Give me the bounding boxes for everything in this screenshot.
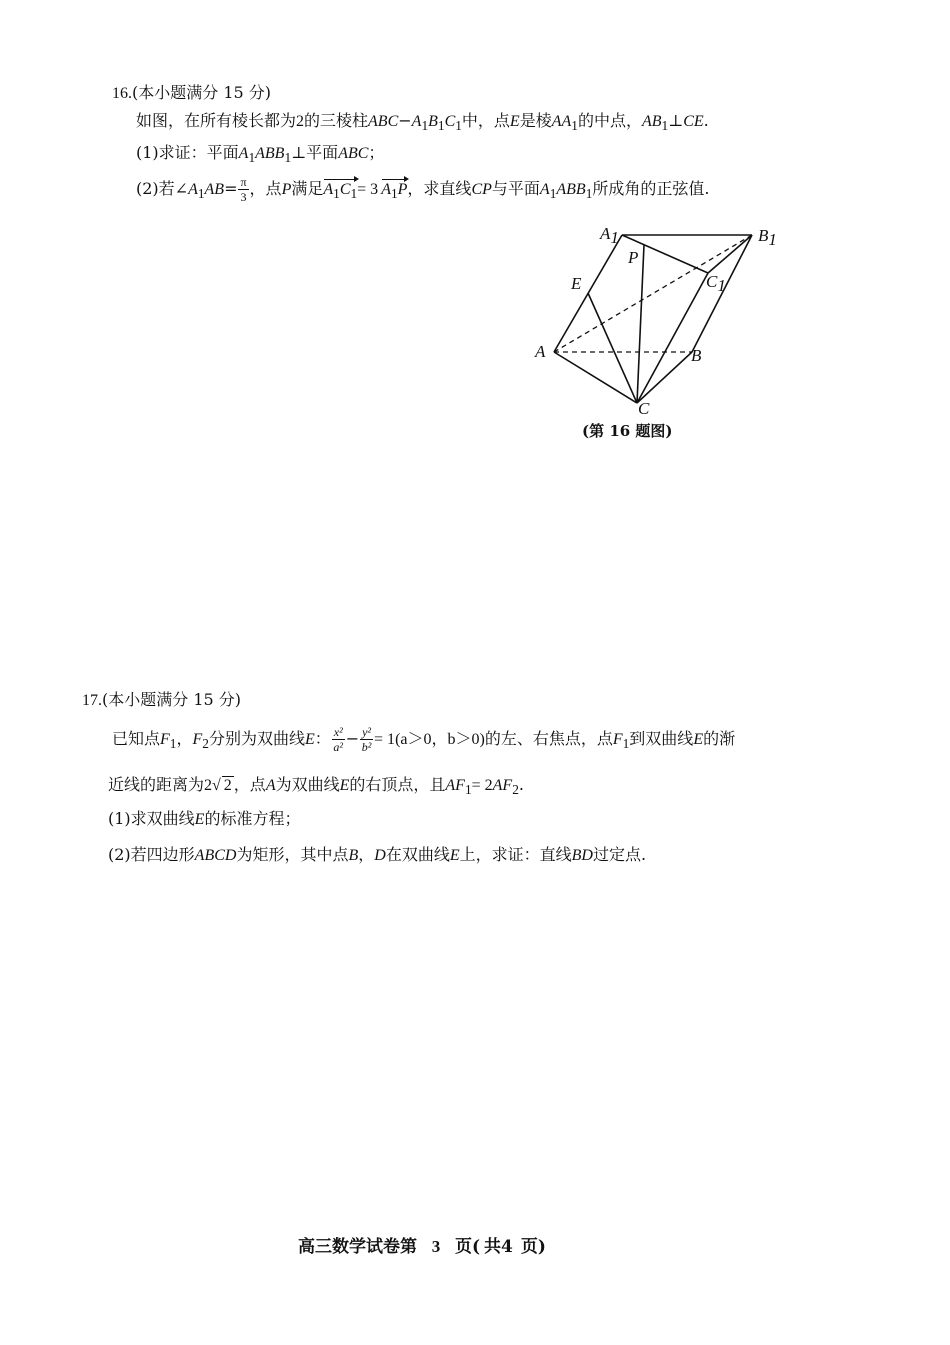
q16-part2 — [136, 176, 709, 203]
q16-math-sub: 1 — [455, 118, 462, 134]
q17-stem-text: ， — [176, 729, 193, 748]
q16-part2-text: ，求直线 — [407, 179, 472, 198]
q17-math: D — [374, 847, 386, 864]
q16-math: CE — [683, 113, 704, 130]
q17-math: = 2 — [471, 777, 493, 794]
footer-text: 高三数学试卷第 — [298, 1237, 417, 1257]
fraction-numerator: y² — [362, 725, 372, 739]
q17-stem-text: 分别为双曲线 — [208, 729, 305, 748]
sqrt-sign: √ — [212, 777, 221, 794]
q17-part1-text: (1)求双曲线 — [108, 809, 195, 828]
q16-score: (本小题满分 15 分) — [132, 83, 272, 102]
q16-math-sub: 1 — [661, 118, 669, 134]
q17-stem-text: 到双曲线 — [629, 729, 694, 748]
q17-stem-line2 — [108, 772, 524, 798]
q17-math: E — [304, 731, 315, 748]
q17-math-sub: 2 — [512, 782, 519, 798]
label-e: E — [571, 274, 582, 293]
q16-stem-text: 是棱 — [519, 111, 552, 130]
q16-part2-text: 与平面 — [491, 179, 540, 198]
q17-score: (本小题满分 15 分) — [102, 690, 242, 709]
q17-stem-text: 的右顶点，且 — [349, 775, 446, 794]
q17-part2-text: 在双曲线 — [385, 845, 450, 864]
q16-math-sub: 1 — [549, 186, 557, 202]
q17-math: 2 — [204, 777, 213, 794]
q16-math-sub: 1 — [350, 186, 358, 202]
footer-text: 页) — [520, 1237, 546, 1257]
label-c1: C1 — [706, 272, 726, 295]
q17-fraction-x — [332, 726, 345, 753]
q16-math: C — [444, 113, 456, 130]
q16-part1-text: 平面 — [306, 143, 339, 162]
q16-math: AB — [204, 181, 225, 198]
q17-stem-text: . — [518, 775, 524, 794]
label-a: A — [535, 342, 546, 361]
q16-math-sub: 1 — [333, 186, 340, 202]
q16-math: E — [509, 113, 520, 130]
q16-math: ⊥ — [668, 111, 684, 130]
label-b: B — [691, 346, 702, 365]
q17-stem-text: 的渐 — [703, 729, 736, 748]
q17-math: − — [345, 729, 360, 748]
q16-stem — [136, 108, 709, 134]
q16-math: ABC — [338, 145, 369, 162]
q16-part2-text: 满足 — [291, 179, 324, 198]
q16-math: − — [398, 111, 412, 130]
segment-p-c — [637, 245, 644, 403]
label-c: C — [638, 399, 650, 418]
q17-math-sub: 1 — [622, 736, 630, 752]
q16-math: ⊥ — [291, 143, 307, 162]
q16-stem-text: 中，点 — [461, 111, 510, 130]
q16-math: B — [428, 113, 438, 130]
q17-stem-text: 的左、右焦点，点 — [484, 729, 613, 748]
label-a1: A1 — [600, 224, 619, 247]
edge-c1-c — [637, 273, 708, 403]
q16-math: A — [238, 145, 249, 162]
q17-math: (a＞0，b＞0) — [395, 731, 485, 748]
q16-part2-text: 所成角的正弦值. — [592, 179, 710, 198]
q16-math-sub: 1 — [571, 118, 578, 134]
q16-header — [112, 80, 271, 103]
q17-math: E — [449, 847, 460, 864]
q17-part2-text: 上，求证：直线 — [459, 845, 572, 864]
footer-text: 页( — [455, 1237, 481, 1257]
q16-stem-text: 的中点， — [577, 111, 642, 130]
q16-math: CP — [471, 181, 492, 198]
q16-math: A — [323, 181, 334, 198]
q17-stem-text: 近线的距离为 — [108, 775, 205, 794]
q16-math: = 3 — [357, 181, 379, 198]
q17-math-sub: 1 — [169, 736, 177, 752]
q16-math: A — [411, 113, 422, 130]
q16-stem-text: . — [703, 111, 709, 130]
q16-math-sub: 1 — [390, 186, 398, 202]
q17-part2-text: (2)若四边形 — [108, 845, 195, 864]
q17-math: E — [693, 731, 704, 748]
q16-math-sub: 1 — [421, 118, 429, 134]
q16-number: 16. — [112, 85, 132, 102]
q16-angle-fraction — [238, 176, 248, 203]
q16-edge-length: 2 — [296, 113, 305, 130]
vector-a1p — [381, 179, 407, 202]
q17-stem-text: ，点 — [233, 775, 266, 794]
q16-math: A — [539, 181, 550, 198]
edge-c1-b1 — [708, 235, 752, 273]
q16-math: A — [381, 181, 391, 198]
q16-math-sub: 1 — [437, 118, 445, 134]
q16-stem-text: 的三棱柱 — [304, 111, 369, 130]
q16-prism-figure — [520, 215, 800, 425]
q16-part2-text: ，点 — [249, 179, 282, 198]
q17-math: BD — [571, 847, 593, 864]
q17-math: F — [160, 731, 170, 748]
q17-math: AF — [492, 777, 513, 794]
q17-math: E — [339, 777, 350, 794]
q16-math: ABB — [255, 145, 285, 162]
q17-part2 — [108, 842, 646, 865]
q17-math: B — [348, 847, 359, 864]
q16-stem-text: 如图，在所有棱长都为 — [136, 111, 297, 130]
segment-e-c — [588, 293, 637, 403]
q16-math: P — [281, 181, 292, 198]
q17-stem-text: ： — [314, 729, 331, 748]
q16-math: ABB — [556, 181, 586, 198]
fraction-denominator: b² — [361, 740, 372, 754]
fraction-denominator: a² — [333, 740, 344, 754]
fraction-denominator: 3 — [240, 190, 247, 204]
q17-math: F — [612, 731, 623, 748]
label-p: P — [628, 248, 639, 267]
q16-math: = — [224, 179, 238, 198]
fraction-numerator: π — [240, 175, 247, 189]
q16-math: P — [397, 181, 408, 198]
footer-page-number: 3 — [431, 1237, 441, 1256]
q17-math-sub: 2 — [202, 736, 209, 752]
q17-math: = 1 — [374, 731, 396, 748]
footer-total-pages: 共4 — [484, 1237, 513, 1257]
q17-math: E — [194, 811, 205, 828]
q16-part1-text: (1)求证：平面 — [136, 143, 239, 162]
q17-math: AF — [445, 777, 465, 794]
q17-math-sub: 1 — [464, 782, 472, 798]
q16-part2-text: (2)若∠ — [136, 179, 189, 198]
q16-math: ABC — [368, 113, 399, 130]
q17-part2-text: 过定点. — [592, 845, 647, 864]
q17-part1 — [108, 806, 300, 829]
q16-figure-caption: (第 16 题图) — [582, 422, 673, 440]
q17-fraction-y — [360, 726, 373, 753]
q16-math: A — [188, 181, 198, 198]
label-b1: B1 — [758, 226, 777, 249]
q16-math: AB — [641, 113, 662, 130]
q17-part2-text: ， — [358, 845, 375, 864]
q16-part1 — [136, 140, 384, 166]
q17-math: ABCD — [194, 847, 237, 864]
q17-math: F — [192, 731, 203, 748]
fraction-numerator: x² — [333, 725, 343, 739]
q17-part2-text: 为矩形，其中点 — [236, 845, 349, 864]
q16-part1-text: ； — [368, 143, 385, 162]
sqrt-argument: 2 — [223, 777, 232, 794]
q16-math-sub: 1 — [248, 150, 256, 166]
q17-part1-text: 的标准方程； — [204, 809, 301, 828]
edge-b-c — [637, 352, 692, 403]
q17-stem-line1 — [112, 726, 735, 753]
q16-math: AA — [551, 113, 572, 130]
vector-a1c1 — [323, 179, 357, 202]
q17-number: 17. — [82, 692, 102, 709]
q16-math-sub: 1 — [197, 186, 205, 202]
edge-a-c — [554, 352, 637, 403]
q16-math: C — [339, 181, 351, 198]
q17-stem-text: 为双曲线 — [275, 775, 340, 794]
q16-math-sub: 1 — [284, 150, 292, 166]
q17-math: A — [265, 777, 276, 794]
q17-header — [82, 687, 241, 710]
q16-math-sub: 1 — [585, 186, 593, 202]
page-footer — [298, 1232, 546, 1257]
q17-stem-text: 已知点 — [112, 729, 161, 748]
